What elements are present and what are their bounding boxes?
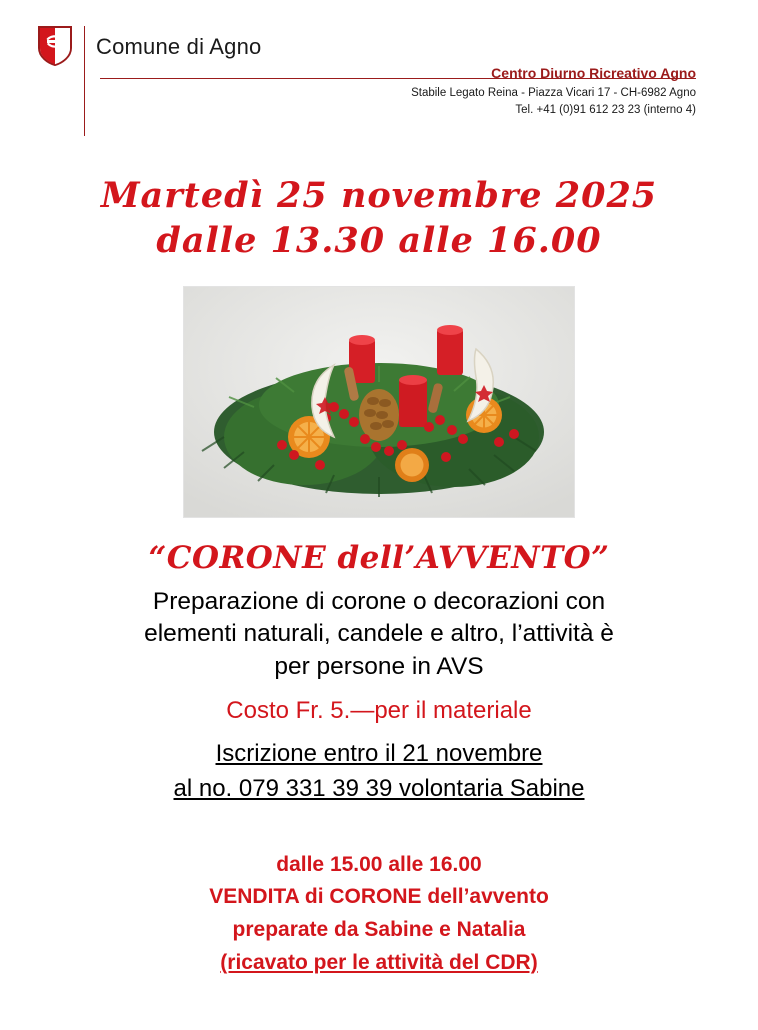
poster-body <box>0 174 758 979</box>
sale-line-1: VENDITA di CORONE dell’avvento <box>209 885 549 909</box>
description-line-2: elementi naturali, candele e altro, l’attività è <box>144 620 614 648</box>
registration-contact: al no. 079 331 39 39 volontaria Sabine <box>173 775 585 803</box>
header-vertical-rule <box>84 26 85 136</box>
advent-wreath-photo <box>183 286 575 518</box>
organization-block <box>411 64 696 119</box>
document-header <box>0 0 758 130</box>
organization-address: Stabile Legato Reina - Piazza Vicari 17 - CH-6982 Agno <box>411 86 696 99</box>
sale-line-2: preparate da Sabine e Natalia <box>232 918 526 942</box>
comune-title: Comune di Agno <box>96 34 262 59</box>
poster-title: “CORONE dell’AVVENTO” <box>148 539 610 576</box>
event-date-line-1: Martedì 25 novembre 2025 <box>100 175 658 216</box>
event-cost: Costo Fr. 5.—per il materiale <box>226 697 532 725</box>
sale-info <box>30 849 728 979</box>
description-line-3: per persone in AVS <box>274 652 484 680</box>
event-time-line: dalle 13.30 alle 16.00 <box>156 219 602 261</box>
organization-name: Centro Diurno Ricreativo Agno <box>491 65 696 81</box>
event-description <box>30 586 728 684</box>
description-line-1: Preparazione di corone o decorazioni con <box>152 587 606 615</box>
organization-phone: Tel. +41 (0)91 612 23 23 (interno 4) <box>515 104 696 117</box>
registration-info <box>30 737 728 807</box>
sale-line-3: (ricavato per le attività del CDR) <box>220 950 538 974</box>
coat-of-arms-icon <box>38 26 72 66</box>
sale-time: dalle 15.00 alle 16.00 <box>276 852 482 876</box>
registration-deadline: Iscrizione entro il 21 novembre <box>215 740 543 768</box>
